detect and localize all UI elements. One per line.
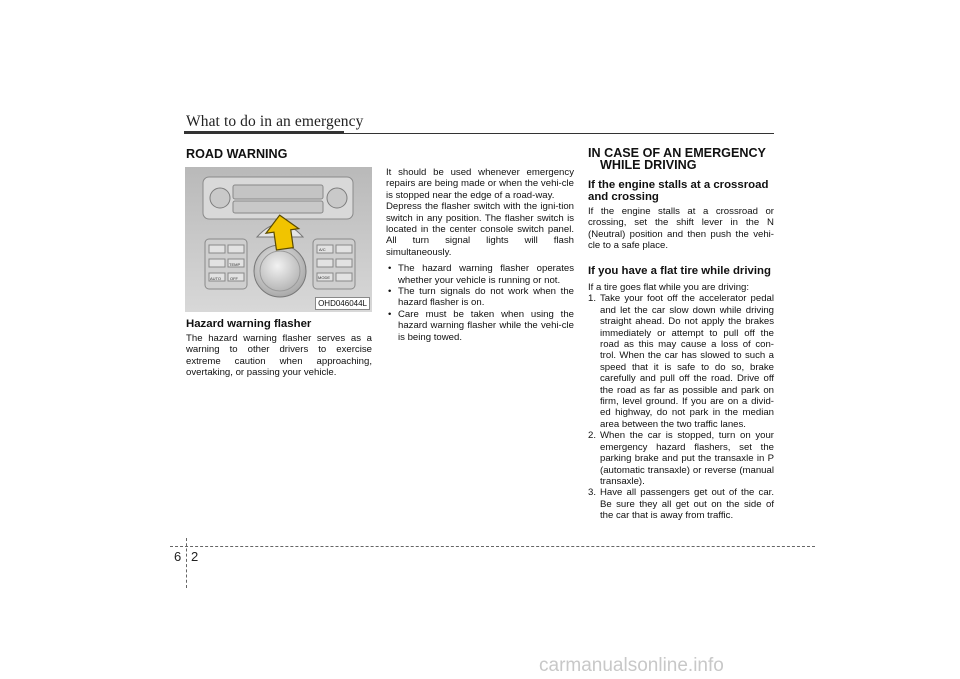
usage-para: It should be used whenever emergency repairs are being made or when the vehi-cle is stopped near the edge of a road-way.	[386, 167, 574, 201]
step-text: Take your foot off the accelerator pedal and let the car slow down while driving straight ahead. Do not apply the brakes immediately or attempt to pull off the road as this may cause a loss of con-trol. When the car has slowed to such a speed that it is safe to do so, brake carefully and pull off the road. Drive off the road as far as possible and park on firm, level ground. If you are on a divid-ed highway, do not park in the median area between the two traffic lanes.	[600, 293, 774, 430]
engine-stall-heading-line2: and crossing	[588, 191, 659, 203]
auto-label: AUTO	[210, 276, 222, 281]
footer-rule	[170, 546, 815, 547]
page-separator	[186, 538, 187, 588]
switch-para: Depress the flasher switch with the igni-tion switch in any position. The flasher switch is located in the center console switch panel. All turn signal lights will flash simultaneously.	[386, 201, 574, 258]
flat-tire-intro: If a tire goes flat while you are driving:	[588, 282, 750, 293]
watermark: carmanualsonline.info	[539, 655, 724, 676]
step-number: 3.	[588, 487, 597, 499]
flat-tire-steps	[588, 293, 774, 521]
ac-label: A/C	[319, 247, 326, 252]
list-item: • The turn signals do not work when the hazard flasher is on.	[386, 286, 574, 309]
engine-stall-heading	[588, 179, 768, 203]
list-item	[588, 430, 774, 487]
list-item: • Care must be taken when using the hazard warning flasher while the vehi-cle is being towed.	[386, 309, 574, 343]
engine-stall-para: If the engine stalls at a crossroad or crossing, set the shift lever in the N (Neutral) position and then push the vehi-cle to a safe place.	[588, 206, 774, 252]
emergency-title-line1: IN CASE OF AN EMERGENCY	[588, 146, 766, 160]
step-text: Have all passengers get out of the car. Be sure they all get out on the side of the car that is away from traffic.	[600, 487, 774, 522]
console-illustration	[185, 167, 372, 312]
chapter-number: 6	[174, 549, 182, 564]
engine-stall-text	[588, 206, 774, 252]
hazard-flasher-para: The hazard warning flasher serves as a warning to other drivers to exercise extreme caution when approaching, overtaking, or passing your vehicle.	[186, 333, 372, 379]
step-text: When the car is stopped, turn on your emergency hazard flashers, set the parking brake and put the transaxle in P (automatic transaxle) or reverse (manual transaxle).	[600, 430, 774, 487]
notes-list	[386, 263, 574, 343]
step-number: 2.	[588, 430, 597, 442]
flat-tire-heading: If you have a flat tire while driving	[588, 265, 771, 277]
figure-code: OHD046044L	[315, 297, 370, 310]
hazard-flasher-heading: Hazard warning flasher	[186, 318, 312, 330]
emergency-title-line2: WHILE DRIVING	[600, 158, 697, 172]
title-rule	[184, 133, 774, 134]
list-item	[588, 487, 774, 521]
step-number: 1.	[588, 293, 597, 305]
mode-label: MODE	[318, 275, 330, 280]
list-item: • The hazard warning flasher operates whether your vehicle is running or not.	[386, 263, 574, 286]
off-label: OFF	[230, 276, 238, 281]
emergency-title	[588, 147, 766, 171]
engine-stall-heading-line1: If the engine stalls at a crossroad	[588, 179, 769, 191]
list-item	[588, 293, 774, 430]
temp-label: TEMP	[229, 262, 241, 267]
road-warning-title: ROAD WARNING	[186, 147, 288, 161]
chapter-title: What to do in an emergency	[186, 113, 364, 130]
hazard-flasher-text	[186, 333, 372, 379]
page-number: 2	[191, 549, 199, 564]
flat-tire-text	[588, 282, 774, 522]
hazard-figure	[185, 167, 372, 312]
middle-column	[386, 167, 574, 343]
